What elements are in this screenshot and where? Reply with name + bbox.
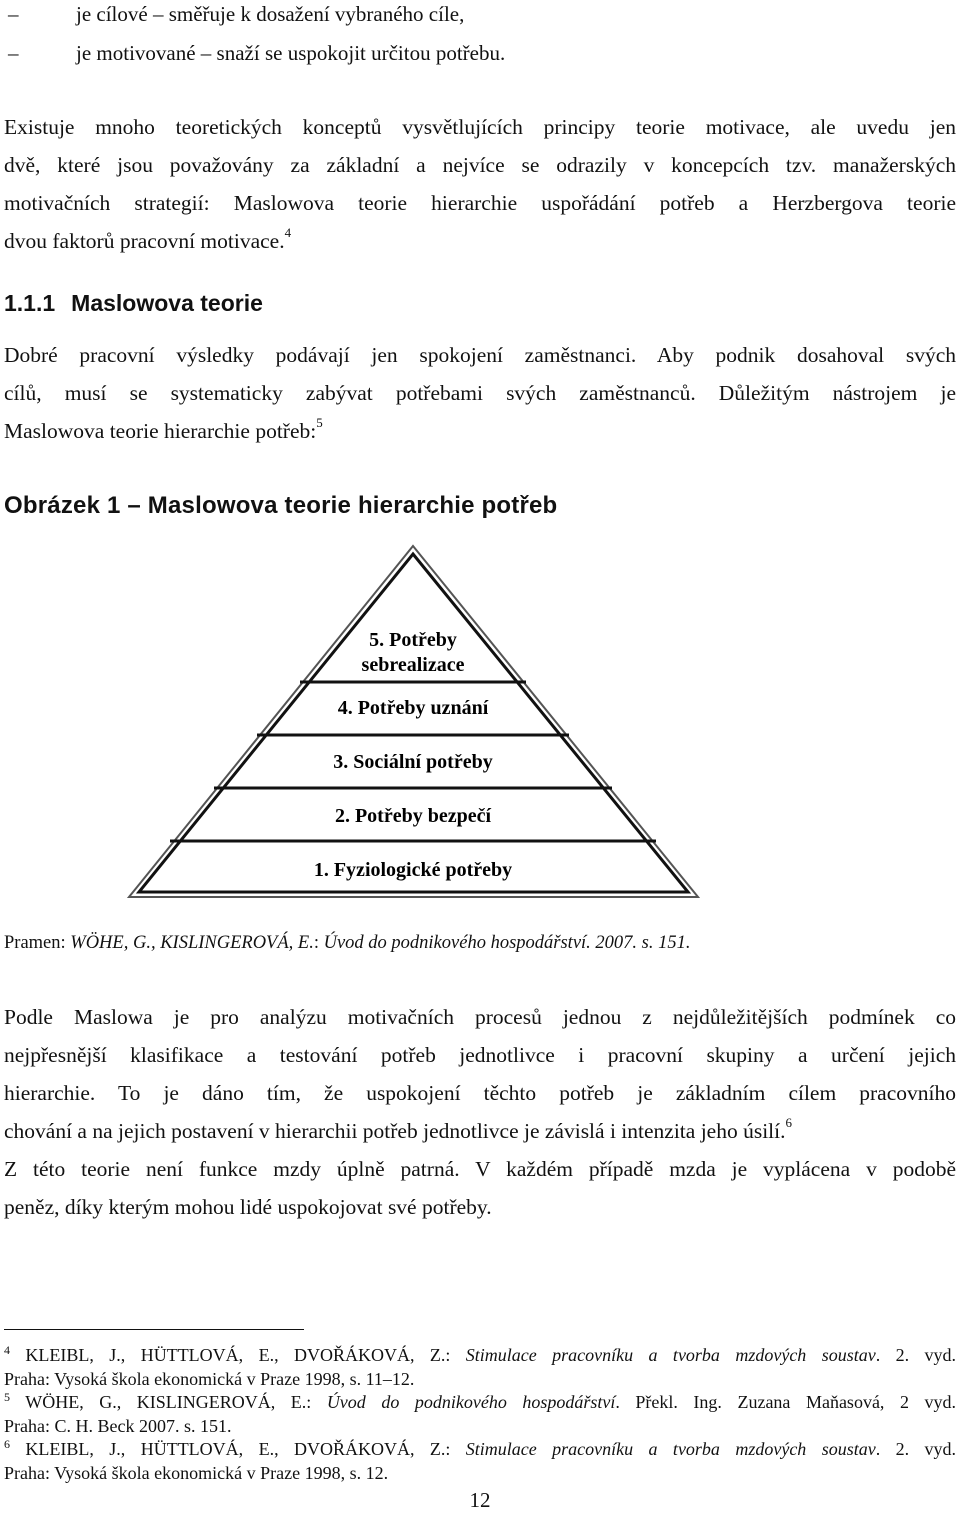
bullet-dash: – — [8, 2, 19, 26]
level-5-label-line2: sebrealizace — [361, 654, 465, 676]
footnote-ref: 6 — [785, 1115, 792, 1130]
source-label: Pramen: — [4, 933, 71, 953]
text-line: Z této teorie není funkce mzdy úplně patrná. V každém případě mzda je vyplácena v podobě — [4, 1157, 956, 1181]
source-title: Úvod do podnikového hospodářství. 2007. s. 151. — [323, 933, 691, 953]
footnote-rest: . 2. vyd. — [875, 1345, 957, 1365]
figure-source — [4, 933, 691, 954]
footnote-ref: 4 — [284, 225, 292, 240]
footnote-title: Stimulace pracovníku a tvorba mzdových soustav — [465, 1439, 876, 1459]
text-fragment: dvou faktorů pracovní motivace. — [4, 229, 285, 253]
footnote-authors: KLEIBL, J., HÜTTLOVÁ, E., DVOŘÁKOVÁ, Z.: — [25, 1345, 466, 1365]
text-line: dvě, které jsou považovány za základní a nejvíce se odrazily v koncepcích tzv. manažerských — [4, 153, 956, 177]
footnote-number: 6 — [4, 1437, 10, 1451]
text-line-last — [4, 415, 956, 444]
text-line: hierarchie. To je dáno tím, že uspokojení těchto potřeb je základním cílem pracovního — [4, 1081, 956, 1105]
text-line: Dobré pracovní výsledky podávají jen spokojení zaměstnanci. Aby podnik dosahoval svých — [4, 343, 956, 367]
footnote-5 — [4, 1392, 956, 1413]
bullet-text: je motivované – snaží se uspokojit určitou potřebu. — [76, 41, 506, 65]
text-line: nejpřesnější klasifikace a testování potřeb jednotlivce i pracovní skupiny a určení jejich — [4, 1043, 956, 1067]
text-fragment: Maslowova teorie hierarchie potřeb: — [4, 419, 317, 443]
footnote-6-line2: Praha: Vysoká škola ekonomická v Praze 1998, s. 12. — [4, 1463, 389, 1483]
footnote-number: 4 — [4, 1343, 10, 1357]
page-number: 12 — [469, 1488, 491, 1512]
source-authors: WÖHE, G., KISLINGEROVÁ, E. — [70, 933, 314, 953]
bullet-text: je cílové – směřuje k dosažení vybraného cíle, — [76, 2, 465, 26]
level-5-label-line1: 5. Potřeby — [369, 629, 457, 651]
footnote-ref: 5 — [316, 415, 323, 430]
source-sep: : — [313, 933, 324, 953]
maslow-pyramid — [0, 540, 960, 910]
footnote-4-line2: Praha: Vysoká škola ekonomická v Praze 1998, s. 11–12. — [4, 1369, 415, 1389]
footnote-authors: WÖHE, G., KISLINGEROVÁ, E.: — [25, 1392, 327, 1412]
text-line: Podle Maslowa je pro analýzu motivačních procesů jednou z nejdůležitějších podmínek co — [4, 1005, 956, 1029]
level-2-label: 2. Potřeby bezpečí — [334, 805, 492, 827]
text-line: motivačních strategií: Maslowova teorie hierarchie uspořádání potřeb a Herzbergova teorie — [4, 191, 956, 215]
text-line: cílů, musí se systematicky zabývat potřebami svých zaměstnanců. Důležitým nástrojem je — [4, 381, 956, 405]
bullet-dash: – — [8, 41, 19, 65]
text-line-last: peněz, díky kterým mohou lidé uspokojovat své potřeby. — [4, 1195, 492, 1219]
section-number: 1.1.1 — [4, 290, 56, 316]
section-title: Maslowova teorie — [71, 290, 263, 316]
level-4-label: 4. Potřeby uznání — [337, 697, 489, 719]
section-heading — [4, 290, 263, 317]
level-1-label: 1. Fyziologické potřeby — [313, 859, 513, 881]
footnote-title: Stimulace pracovníku a tvorba mzdových soustav — [465, 1345, 876, 1365]
text-line: Existuje mnoho teoretických konceptů vysvětlujících principy teorie motivace, ale uvedu jen — [4, 115, 956, 139]
level-3-label: 3. Sociální potřeby — [333, 751, 493, 773]
text-line-last — [4, 225, 956, 254]
footnote-number: 5 — [4, 1390, 10, 1404]
text-fragment: chování a na jejich postavení v hierarchii potřeb jednotlivce je závislá i intenzita jeho úsilí. — [4, 1119, 786, 1143]
footnote-rest: . Překl. Ing. Zuzana Maňasová, 2 vyd. — [615, 1392, 956, 1412]
footnote-separator — [4, 1329, 304, 1330]
figure-caption: Obrázek 1 – Maslowova teorie hierarchie potřeb — [4, 492, 558, 519]
footnote-4 — [4, 1345, 956, 1366]
footnote-rest: . 2. vyd. — [875, 1439, 957, 1459]
footnote-6 — [4, 1439, 956, 1460]
text-line — [4, 1115, 956, 1144]
footnote-5-line2: Praha: C. H. Beck 2007. s. 151. — [4, 1416, 232, 1436]
footnote-authors: KLEIBL, J., HÜTTLOVÁ, E., DVOŘÁKOVÁ, Z.: — [25, 1439, 466, 1459]
footnote-title: Úvod do podnikového hospodářství — [326, 1392, 616, 1412]
